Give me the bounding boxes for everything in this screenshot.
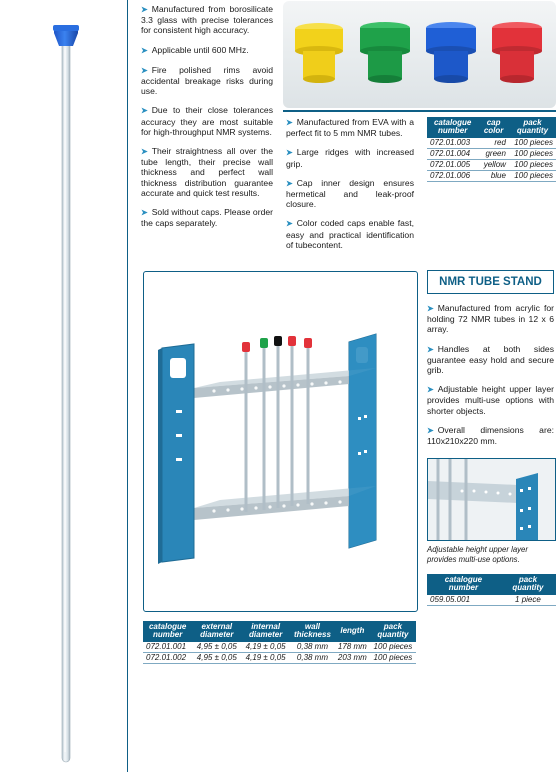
caps-table xyxy=(427,117,556,182)
tube-features xyxy=(141,4,273,237)
header-pack-quantity: pack quantity xyxy=(509,117,556,138)
cap-feature-1: ➤ Manufactured from EVA with a perfect fit to 5 mm NMR tubes. xyxy=(286,117,414,139)
tubes-table xyxy=(143,621,416,664)
stand-detail-photo xyxy=(427,458,556,541)
stand-detail-illustration xyxy=(428,459,555,540)
stand-caption: Adjustable height upper layer provides multi-use options. xyxy=(427,545,528,564)
tube-feature-6: ➤ Sold without caps. Please order the caps separately. xyxy=(141,207,273,229)
tube-feature-4: ➤ Due to their close tolerances accuracy they are most suitable for high-throughput NMR systems. xyxy=(141,105,273,137)
arrow-icon: ➤ xyxy=(141,208,148,218)
stand-features xyxy=(427,303,554,455)
cap-blue xyxy=(426,22,476,83)
cap-feature-4: ➤ Color coded caps enable fast, easy and practical identification of tubecontent. xyxy=(286,218,414,250)
tube-image-panel xyxy=(0,0,128,772)
header-pack-quantity: pack quantity xyxy=(500,574,556,595)
header-external-diameter: external diameter xyxy=(192,621,241,642)
table-row: 072.01.001 4,95 ± 0,05 4,19 ± 0,05 0,38 mm 178 mm 100 pieces xyxy=(143,642,416,653)
caps-table-header xyxy=(427,117,556,138)
tube-feature-5: ➤ Their straightness all over the tube length, their precise wall thickness and perfect wall thickness distribution guarantee accurate and quick test results. xyxy=(141,146,273,198)
stand-heading: NMR TUBE STAND xyxy=(427,270,554,294)
stand-feature-3: ➤ Adjustable height upper layer provides multi-use options with shorter objects. xyxy=(427,384,554,416)
arrow-icon: ➤ xyxy=(286,118,293,127)
stand-table xyxy=(427,574,556,606)
arrow-icon: ➤ xyxy=(141,45,148,55)
arrow-icon: ➤ xyxy=(141,106,148,116)
cap-red xyxy=(492,22,542,83)
tube-feature-1: ➤ Manufactured from borosilicate 3.3 glass with precise tolerances for consistent high accuracy. xyxy=(141,4,273,36)
arrow-icon: ➤ xyxy=(427,385,434,395)
arrow-icon: ➤ xyxy=(427,425,434,435)
caps-divider xyxy=(283,110,556,112)
table-row: 072.01.004 green 100 pieces xyxy=(427,148,556,159)
stand-table-header xyxy=(427,574,556,595)
arrow-icon: ➤ xyxy=(286,148,293,158)
header-catalogue-number: catalogue number xyxy=(427,117,478,138)
table-row: 072.01.003 red 100 pieces xyxy=(427,138,556,149)
header-length: length xyxy=(335,621,370,642)
tube-feature-2: ➤ Applicable until 600 MHz. xyxy=(141,44,249,55)
caps-photo xyxy=(283,1,556,108)
table-row: 072.01.005 yellow 100 pieces xyxy=(427,159,556,170)
header-cap-color: cap color xyxy=(478,117,509,138)
table-row: 059.05.001 1 piece xyxy=(427,595,556,606)
arrow-icon: ➤ xyxy=(427,344,434,354)
header-internal-diameter: internal diameter xyxy=(241,621,290,642)
caps-illustration xyxy=(283,1,556,108)
stand-feature-4: ➤ Overall dimensions are: 110x210x220 mm. xyxy=(427,424,554,447)
tube-feature-3: ➤ Fire polished rims avoid accidental breakage risks during use. xyxy=(141,64,273,97)
stand-feature-2: ➤ Handles at both sides guarantee easy hold and secure grib. xyxy=(427,343,554,376)
tubes-table-header xyxy=(143,621,416,642)
nmr-tube-illustration xyxy=(0,0,126,772)
stand-feature-1: ➤ Manufactured from acrylic for holding 72 NMR tubes in 12 x 6 array. xyxy=(427,303,554,335)
header-wall-thickness: wall thickness xyxy=(290,621,335,642)
arrow-icon: ➤ xyxy=(427,304,434,313)
tube-stand-illustration xyxy=(144,272,417,611)
cap-features xyxy=(286,117,414,259)
table-row: 072.01.002 4,95 ± 0,05 4,19 ± 0,05 0,38 mm 203 mm 100 pieces xyxy=(143,652,416,663)
header-catalogue-number: catalogue number xyxy=(427,574,500,595)
cap-feature-3: ➤ Cap inner design ensures hermetical and leak-proof closure. xyxy=(286,177,414,210)
arrow-icon: ➤ xyxy=(286,178,293,188)
arrow-icon: ➤ xyxy=(141,5,148,14)
cap-yellow xyxy=(295,23,343,83)
table-row: 072.01.006 blue 100 pieces xyxy=(427,170,556,181)
stand-photo xyxy=(143,271,418,612)
cap-feature-2: ➤ Large ridges with increased grip. xyxy=(286,147,414,169)
arrow-icon: ➤ xyxy=(141,147,148,157)
arrow-icon: ➤ xyxy=(286,219,293,229)
cap-green xyxy=(360,22,410,83)
arrow-icon: ➤ xyxy=(141,65,148,75)
header-catalogue-number: catalogue number xyxy=(143,621,192,642)
header-pack-quantity: pack quantity xyxy=(370,621,416,642)
